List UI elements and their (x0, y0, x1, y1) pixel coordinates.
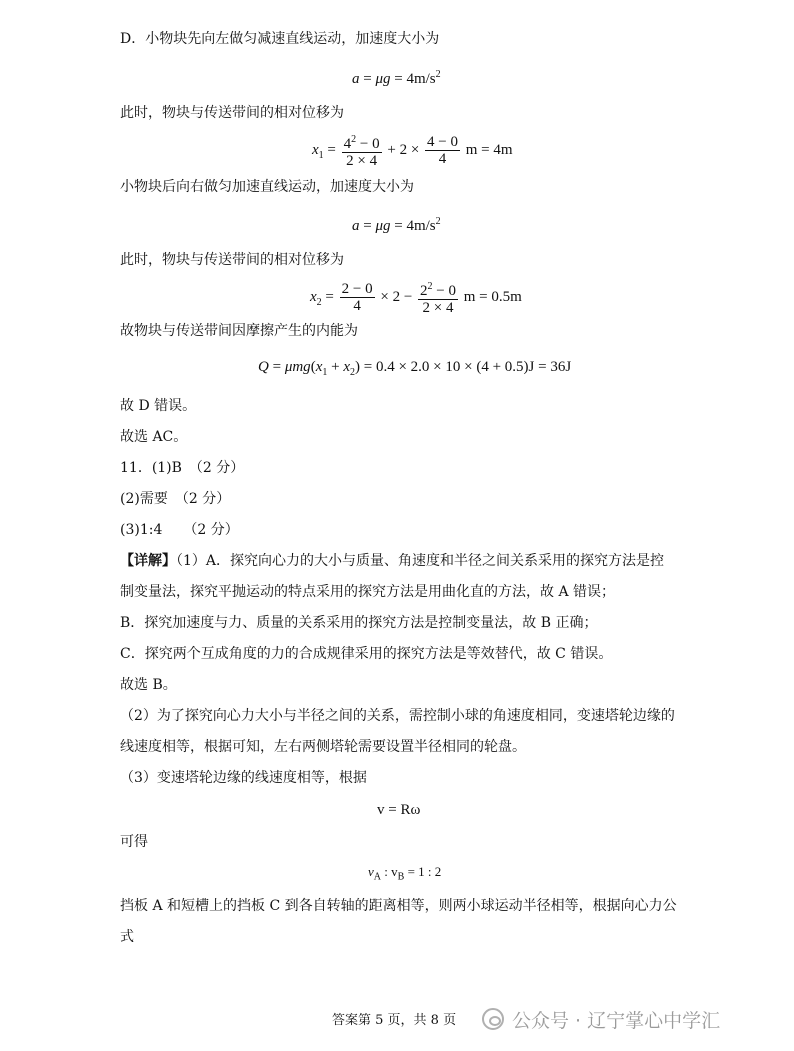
line-20: 挡板 A 和短槽上的挡板 C 到各自转轴的距离相等，则两小球运动半径相等，根据向心力公 (120, 898, 677, 914)
line-19: 可得 (120, 834, 148, 850)
line-15: 故选 B。 (120, 677, 177, 693)
line-16: （2）为了探究向心力大小与半径之间的关系，需控制小球的角速度相同，变速塔轮边缘的 (120, 708, 675, 724)
line-17: 线速度相等，根据可知，左右两侧塔轮需要设置半径相同的轮盘。 (120, 739, 526, 755)
equation-displacement-2: $x_2$ = $\frac{2 - 0}{4}$ × 2 − $\frac{2^2 - 0}{2 \times 4}$ m = 0.5m (310, 281, 522, 316)
line-18: （3）变速塔轮边缘的线速度相等，根据 (120, 770, 367, 786)
line-10: (3)1:4 （2 分） (120, 522, 239, 538)
line-11: 【详解】（1）A．探究向心力的大小与质量、角速度和半径之间关系采用的探究方法是控 (120, 553, 665, 569)
line-21: 式 (120, 929, 134, 945)
line-7: 故选 AC。 (120, 429, 188, 445)
equation-velocity-ratio: $v_A$ : $v_B = 1$ : 2 (368, 864, 442, 883)
equation-velocity: v = Rω (377, 802, 421, 818)
watermark-text: 公众号 · 辽宁掌心中学汇 (512, 1009, 721, 1032)
line-14: C．探究两个互成角度的力的合成规律采用的探究方法是等效替代，故 C 错误。 (120, 646, 613, 662)
line-1: D．小物块先向左做匀减速直线运动，加速度大小为 (120, 31, 440, 47)
equation-displacement-1: $x_1$ = $\frac{4^2 - 0}{2 \times 4}$ + 2 × $\frac{4 - 0}{4}$ m = 4m (312, 134, 513, 169)
equation-acceleration-1: $a = \mu g = 4m/s^2$ (352, 69, 441, 87)
page-footer: 答案第 5 页，共 8 页 (332, 1013, 457, 1028)
line-12: 制变量法，探究平抛运动的特点采用的探究方法是用曲化直的方法，故 A 错误； (120, 584, 616, 600)
line-9: (2)需要 （2 分） (120, 491, 231, 507)
equation-acceleration-2: $a = \mu g = 4m/s^2$ (352, 216, 441, 234)
line-8: 11．(1)B （2 分） (120, 460, 245, 476)
detail-tag: 【详解】 (120, 553, 176, 569)
wechat-icon (482, 1008, 504, 1030)
equation-heat: $Q = \mu mg(x_1 + x_2) = 0.4 \times 2.0 \times 10 \times (4 + 0.5)J = 36J$ (258, 359, 572, 378)
line-2: 此时，物块与传送带间的相对位移为 (120, 105, 344, 121)
line-3: 小物块后向右做匀加速直线运动，加速度大小为 (120, 179, 414, 195)
line-4: 此时，物块与传送带间的相对位移为 (120, 252, 344, 268)
watermark (482, 1005, 720, 1033)
line-13: B．探究加速度与力、质量的关系采用的探究方法是控制变量法，故 B 正确； (120, 615, 598, 631)
line-6: 故 D 错误。 (120, 398, 197, 414)
line-5: 故物块与传送带间因摩擦产生的内能为 (120, 323, 358, 339)
